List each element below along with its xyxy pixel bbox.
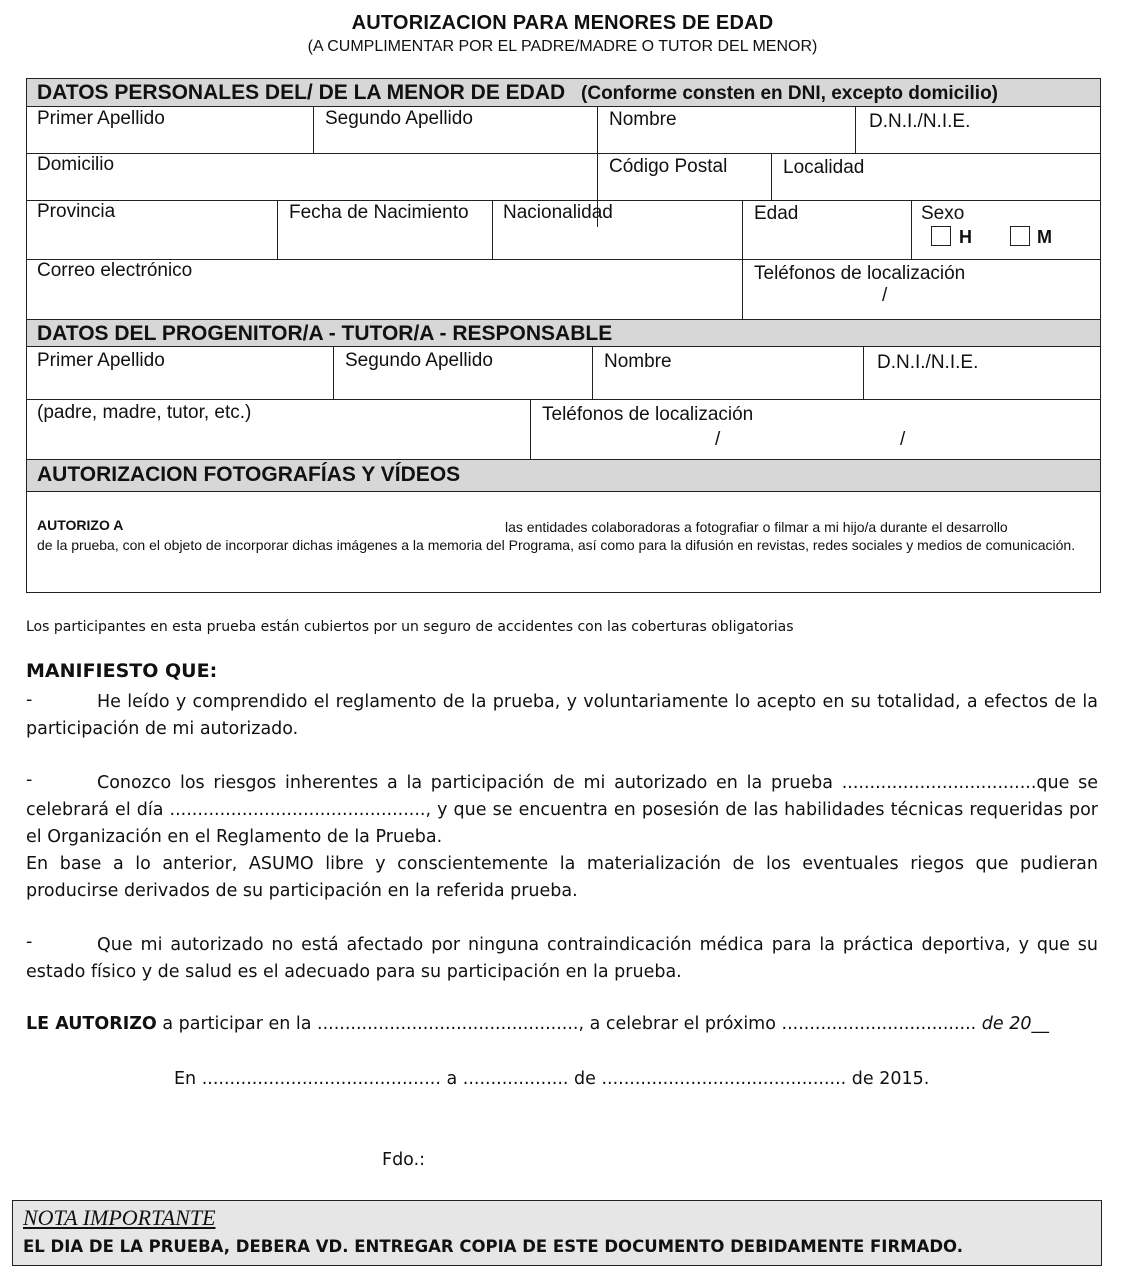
minor-nationality-field[interactable]: Nacionalidad [503,202,613,223]
minor-email-field[interactable]: Correo electrónico [37,260,193,281]
row-divider [27,200,1100,201]
manifest-title: MANIFIESTO QUE: [26,660,218,682]
authorization-line [26,1014,1049,1034]
important-note-box [12,1200,1102,1266]
phone-separator: / [715,429,721,450]
manifest-item-3: Que mi autorizado no está afectado por ninguna contraindicación médica para la práctica deportiva, y que su estado físico y de salud es el adecuado para su participación en la prueba. [26,935,1098,982]
guardian-second-surname-field[interactable]: Segundo Apellido [345,350,493,371]
guardian-relation-field[interactable]: (padre, madre, tutor, etc.) [37,402,252,423]
sex-h-checkbox[interactable] [931,226,951,246]
divider [742,200,743,320]
minor-section-note: (Conforme consten en DNI, excepto domicilio) [581,83,999,104]
minor-name-field[interactable]: Nombre [609,109,677,130]
minor-sex-label: Sexo [921,203,965,224]
minor-birth-date-field[interactable]: Fecha de Nacimiento [289,202,469,223]
divider [863,347,864,399]
minor-second-surname-field[interactable]: Segundo Apellido [325,108,473,129]
manifest-item-2: Conozco los riesgos inherentes a la participación de mi autorizado en la prueba ...................................que se celebrará el día .............................................., y que se encuentra en posesión de las habilidades técnicas requeridas por el Organización en el Reglamento de la Prueba. [26,773,1098,847]
guardian-section-heading [27,319,1100,347]
minor-age-field[interactable]: Edad [754,203,799,224]
guardian-first-surname-field[interactable]: Primer Apellido [37,350,165,371]
minor-section-title: DATOS PERSONALES DEL/ DE LA MENOR DE EDAD [37,81,566,104]
manifest-item-2-continued: En base a lo anterior, ASUMO libre y conscientemente la materialización de los eventuales riegos que pudieran producirse derivados de su participación en la referida prueba. [26,854,1098,901]
minor-city-field[interactable]: Localidad [783,157,865,178]
minor-id-field[interactable]: D.N.I./N.I.E. [869,111,971,132]
authorization-text: a participar en la ..............................................., a celebrar el próximo ................................... [156,1014,982,1034]
photo-authorization-text: las entidades colaboradoras a fotografiar o filmar a mi hijo/a durante el desarrollo [505,519,1008,535]
phone-separator: / [882,285,888,306]
sex-m-label: M [1037,227,1052,247]
document-title: AUTORIZACION PARA MENORES DE EDAD [351,12,774,34]
divider [530,399,531,459]
divider [492,200,493,259]
minor-section-heading [27,79,1100,107]
divider [911,200,912,259]
photo-section-heading [27,459,1100,492]
document-subtitle: (A CUMPLIMENTAR POR EL PADRE/MADRE O TUTOR DEL MENOR) [307,38,818,55]
divider [771,153,772,201]
manifest-item-1: He leído y comprendido el reglamento de la prueba, y voluntariamente lo acepto en su totalidad, a efectos de la participación de mi autorizado. [26,692,1098,739]
row-divider [27,153,1100,154]
sex-h-label: H [959,227,972,247]
minor-province-field[interactable]: Provincia [37,201,116,222]
phone-separator: / [900,429,906,450]
photo-section-title: AUTORIZACION FOTOGRAFÍAS Y VÍDEOS [37,463,461,486]
authorization-bold: LE AUTORIZO [26,1014,157,1034]
authorization-year: de 20__ [981,1014,1049,1034]
authorize-label: AUTORIZO A [37,517,124,533]
minor-first-surname-field[interactable]: Primer Apellido [37,108,165,129]
important-note-text: EL DIA DE LA PRUEBA, DEBERA VD. ENTREGAR COPIA DE ESTE DOCUMENTO DEBIDAMENTE FIRMADO. [23,1237,963,1256]
form-box [26,78,1101,593]
guardian-name-field[interactable]: Nombre [604,351,672,372]
bullet-dash: - [26,770,33,790]
minor-postal-code-field[interactable]: Código Postal [609,156,728,177]
insurance-note: Los participantes en esta prueba están cubiertos por un seguro de accidentes con las coberturas obligatorias [26,619,794,635]
divider [313,107,314,154]
guardian-section-title: DATOS DEL PROGENITOR/A - TUTOR/A - RESPONSABLE [37,322,613,345]
guardian-phones-field[interactable]: Teléfonos de localización [542,404,754,425]
minor-phones-field[interactable]: Teléfonos de localización [754,263,966,284]
photo-authorization-text-continued: de la prueba, con el objeto de incorporar dichas imágenes a la memoria del Programa, así como para la difusión en revistas, redes sociales y medios de comunicación. [37,537,1076,553]
minor-address-field[interactable]: Domicilio [37,154,115,175]
divider [592,347,593,399]
divider [333,347,334,399]
row-divider [27,399,1100,400]
divider [277,200,278,259]
signature-label: Fdo.: [382,1150,426,1170]
important-note-title: NOTA IMPORTANTE [23,1205,216,1230]
guardian-id-field[interactable]: D.N.I./N.I.E. [877,352,979,373]
sex-m-checkbox[interactable] [1010,226,1030,246]
place-date-line: En ........................................... a ................... de ............................................ de 2015. [174,1069,930,1089]
bullet-dash: - [26,932,33,952]
divider [855,107,856,154]
bullet-dash: - [26,690,33,710]
